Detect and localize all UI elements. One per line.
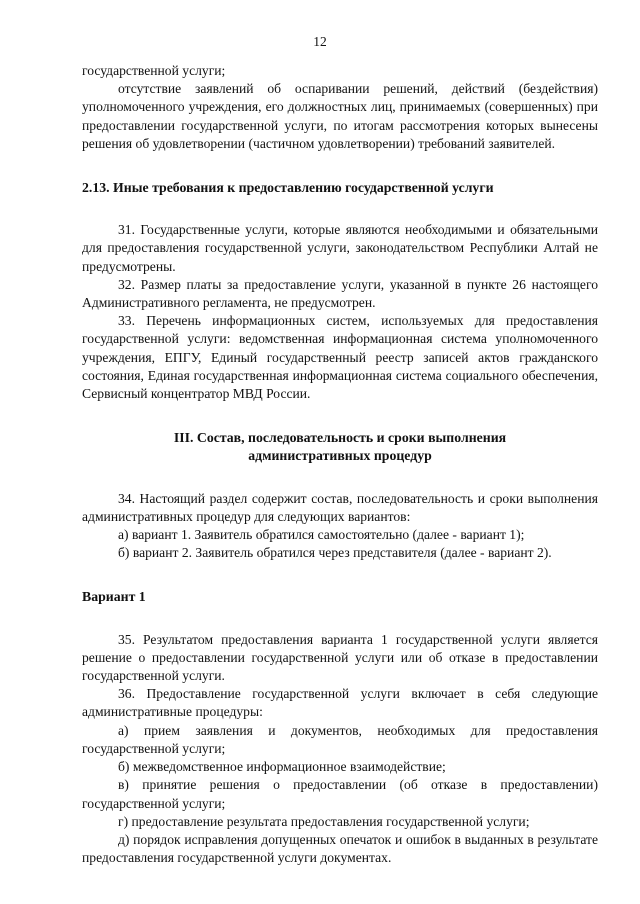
paragraph-no-appeals: отсутствие заявлений об оспаривании решений, действий (бездействия) уполномоченного учреждения, его должностных лиц, принимаемых (совершенных) при предоставлении государственной услуги, по итогам рассмотрения которых вынесены решения об удовлетворении (частичном удовлетворении) требований заявителей. xyxy=(82,81,598,151)
paragraph-36: 36. Предоставление государственной услуги включает в себя следующие административные процедуры: xyxy=(82,686,598,720)
paragraph-34: 34. Настоящий раздел содержит состав, последовательность и сроки выполнения административных процедур для следующих вариантов: xyxy=(82,490,598,524)
paragraph-32: 32. Размер платы за предоставление услуги, указанной в пункте 26 настоящего Административного регламента, не предусмотрен. xyxy=(82,276,598,311)
section-heading-III xyxy=(82,429,598,465)
paragraph-34-b: б) вариант 2. Заявитель обратился через представителя (далее - вариант 2). xyxy=(118,545,552,561)
paragraph-31: 31. Государственные услуги, которые являются необходимыми и обязательными для предоставления государственной услуги, законодательством Республики Алтай не предусмотрены. xyxy=(82,222,598,274)
page-number: 12 xyxy=(313,34,327,49)
paragraph-continuation: государственной услуги; xyxy=(82,63,226,78)
paragraph-36-c: в) принятие решения о предоставлении (об отказе в предоставлении) государственной услуги; xyxy=(82,777,598,811)
paragraph-33: 33. Перечень информационных систем, используемых для предоставления государственной услуги: ведомственная информационная система уполномоченного учреждения, ЕПГУ, Единый государственный реестр записей актов гражданского состояния, Единая государственная информационная система социального обеспечения, Сервисный концентратор МВД России. xyxy=(82,313,598,402)
section-heading-2-13: 2.13. Иные требования к предоставлению государственной услуги xyxy=(82,180,494,196)
paragraph-35: 35. Результатом предоставления варианта 1 государственной услуги является решение о предоставлении государственной услуги или об отказе в предоставлении государственной услуги. xyxy=(82,631,598,684)
section-heading-III-line1: III. Состав, последовательность и сроки выполнения xyxy=(173,430,507,446)
paragraph-36-e: д) порядок исправления допущенных опечаток и ошибок в выданных в результате предоставления государственной услуги документах. xyxy=(82,831,598,866)
section-heading-variant-1: Вариант 1 xyxy=(82,589,146,605)
section-heading-III-line2: административных процедур xyxy=(248,448,432,464)
paragraph-34-a: а) вариант 1. Заявитель обратился самостоятельно (далее - вариант 1); xyxy=(118,527,525,543)
paragraph-36-d: г) предоставление результата предоставления государственной услуги; xyxy=(118,813,530,829)
document-body xyxy=(82,62,598,867)
paragraph-36-a: а) прием заявления и документов, необходимых для предоставления государственной услуги; xyxy=(82,722,598,756)
paragraph-36-b: б) межведомственное информационное взаимодействие; xyxy=(118,759,446,775)
